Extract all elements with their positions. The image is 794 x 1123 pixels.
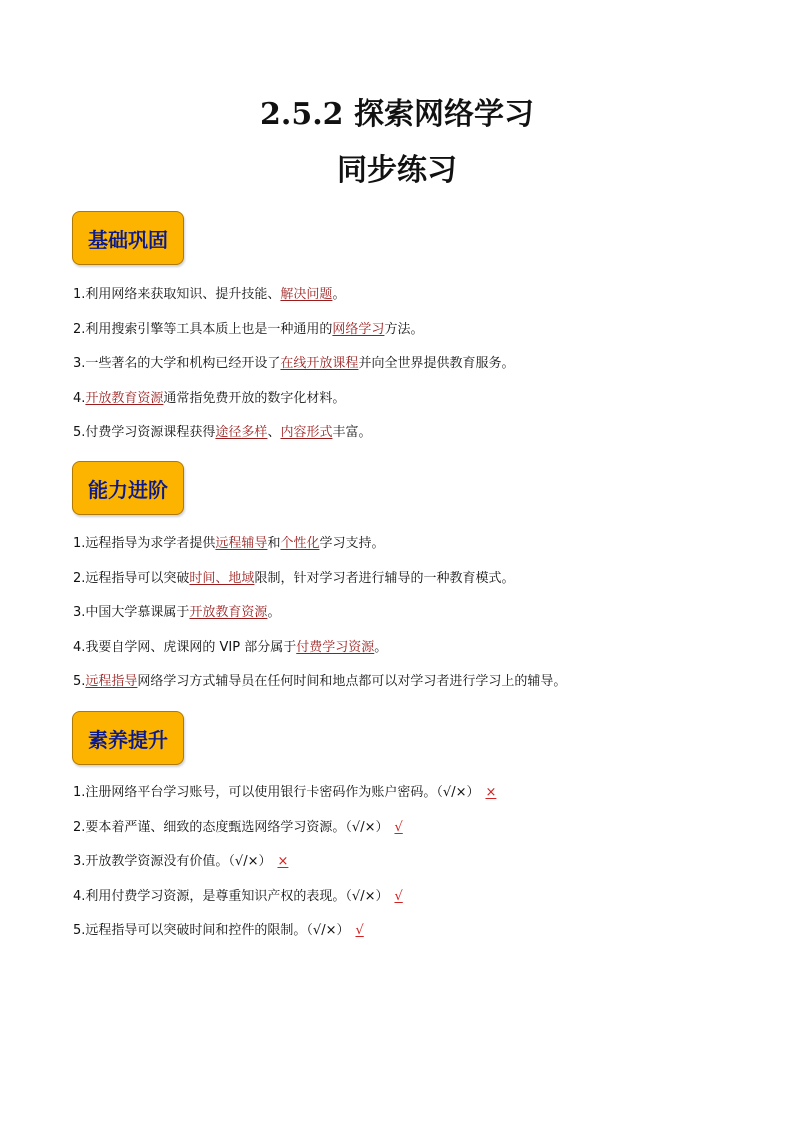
section-literacy-list [73, 784, 496, 957]
list-item: 2.要本着严谨、细致的态度甄选网络学习资源。（√/×） √ [73, 819, 403, 835]
list-item: 4.开放教育资源通常指免费开放的数字化材料。 [73, 390, 346, 406]
check-mark-answer: √ [394, 888, 403, 904]
fill-answer: 途径多样 [215, 425, 268, 440]
check-mark-answer: √ [355, 923, 364, 938]
fill-answer: 远程辅导 [215, 536, 268, 551]
list-item: 2.远程指导可以突破时间、地域限制，针对学习者进行辅导的一种教育模式。 [73, 570, 515, 586]
section-heading-basic: 基础巩固 [72, 211, 184, 265]
list-item: 1.注册网络平台学习账号，可以使用银行卡密码作为账户密码。（√/×） × [73, 785, 497, 800]
fill-answer: 解决问题 [280, 287, 333, 302]
list-item: 1.利用网络来获取知识、提升技能、解决问题。 [73, 287, 346, 302]
section-heading-literacy: 素养提升 [72, 711, 184, 765]
cross-mark-answer: × [277, 854, 289, 869]
cross-mark-answer: × [485, 785, 497, 800]
list-item: 1.远程指导为求学者提供远程辅导和个性化学习支持。 [73, 536, 385, 551]
fill-answer: 内容形式 [280, 425, 333, 440]
list-item: 5.远程指导可以突破时间和控件的限制。（√/×） √ [73, 923, 364, 938]
fill-answer: 时间、地域 [189, 570, 255, 586]
fill-answer: 远程指导 [85, 674, 138, 689]
check-mark-answer: √ [394, 819, 403, 835]
fill-answer: 个性化 [280, 536, 320, 551]
list-item: 3.一些著名的大学和机构已经开设了在线开放课程并向全世界提供教育服务。 [73, 356, 515, 371]
list-item: 4.利用付费学习资源，是尊重知识产权的表现。（√/×） √ [73, 888, 403, 904]
fill-answer: 在线开放课程 [280, 356, 359, 371]
list-item: 3.开放教学资源没有价值。（√/×） × [73, 854, 289, 869]
fill-answer: 付费学习资源 [296, 639, 375, 655]
list-item: 3.中国大学慕课属于开放教育资源。 [73, 605, 281, 620]
fill-answer: 网络学习 [332, 321, 385, 337]
list-item: 5.远程指导网络学习方式辅导员在任何时间和地点都可以对学习者进行学习上的辅导。 [73, 674, 567, 689]
fill-answer: 开放教育资源 [189, 605, 268, 620]
list-item: 4.我要自学网、虎课网的 VIP 部分属于付费学习资源。 [73, 639, 388, 655]
section-heading-advanced: 能力进阶 [72, 461, 184, 515]
document-subtitle: 同步练习 [337, 153, 457, 188]
section-advanced-list [73, 535, 566, 708]
document-title: 2.5.2 探索网络学习 [260, 97, 534, 132]
list-item: 5.付费学习资源课程获得途径多样、内容形式丰富。 [73, 425, 372, 440]
list-item: 2.利用搜索引擎等工具本质上也是一种通用的网络学习方法。 [73, 321, 424, 337]
fill-answer: 开放教育资源 [85, 390, 164, 406]
section-basic-list [73, 286, 514, 459]
